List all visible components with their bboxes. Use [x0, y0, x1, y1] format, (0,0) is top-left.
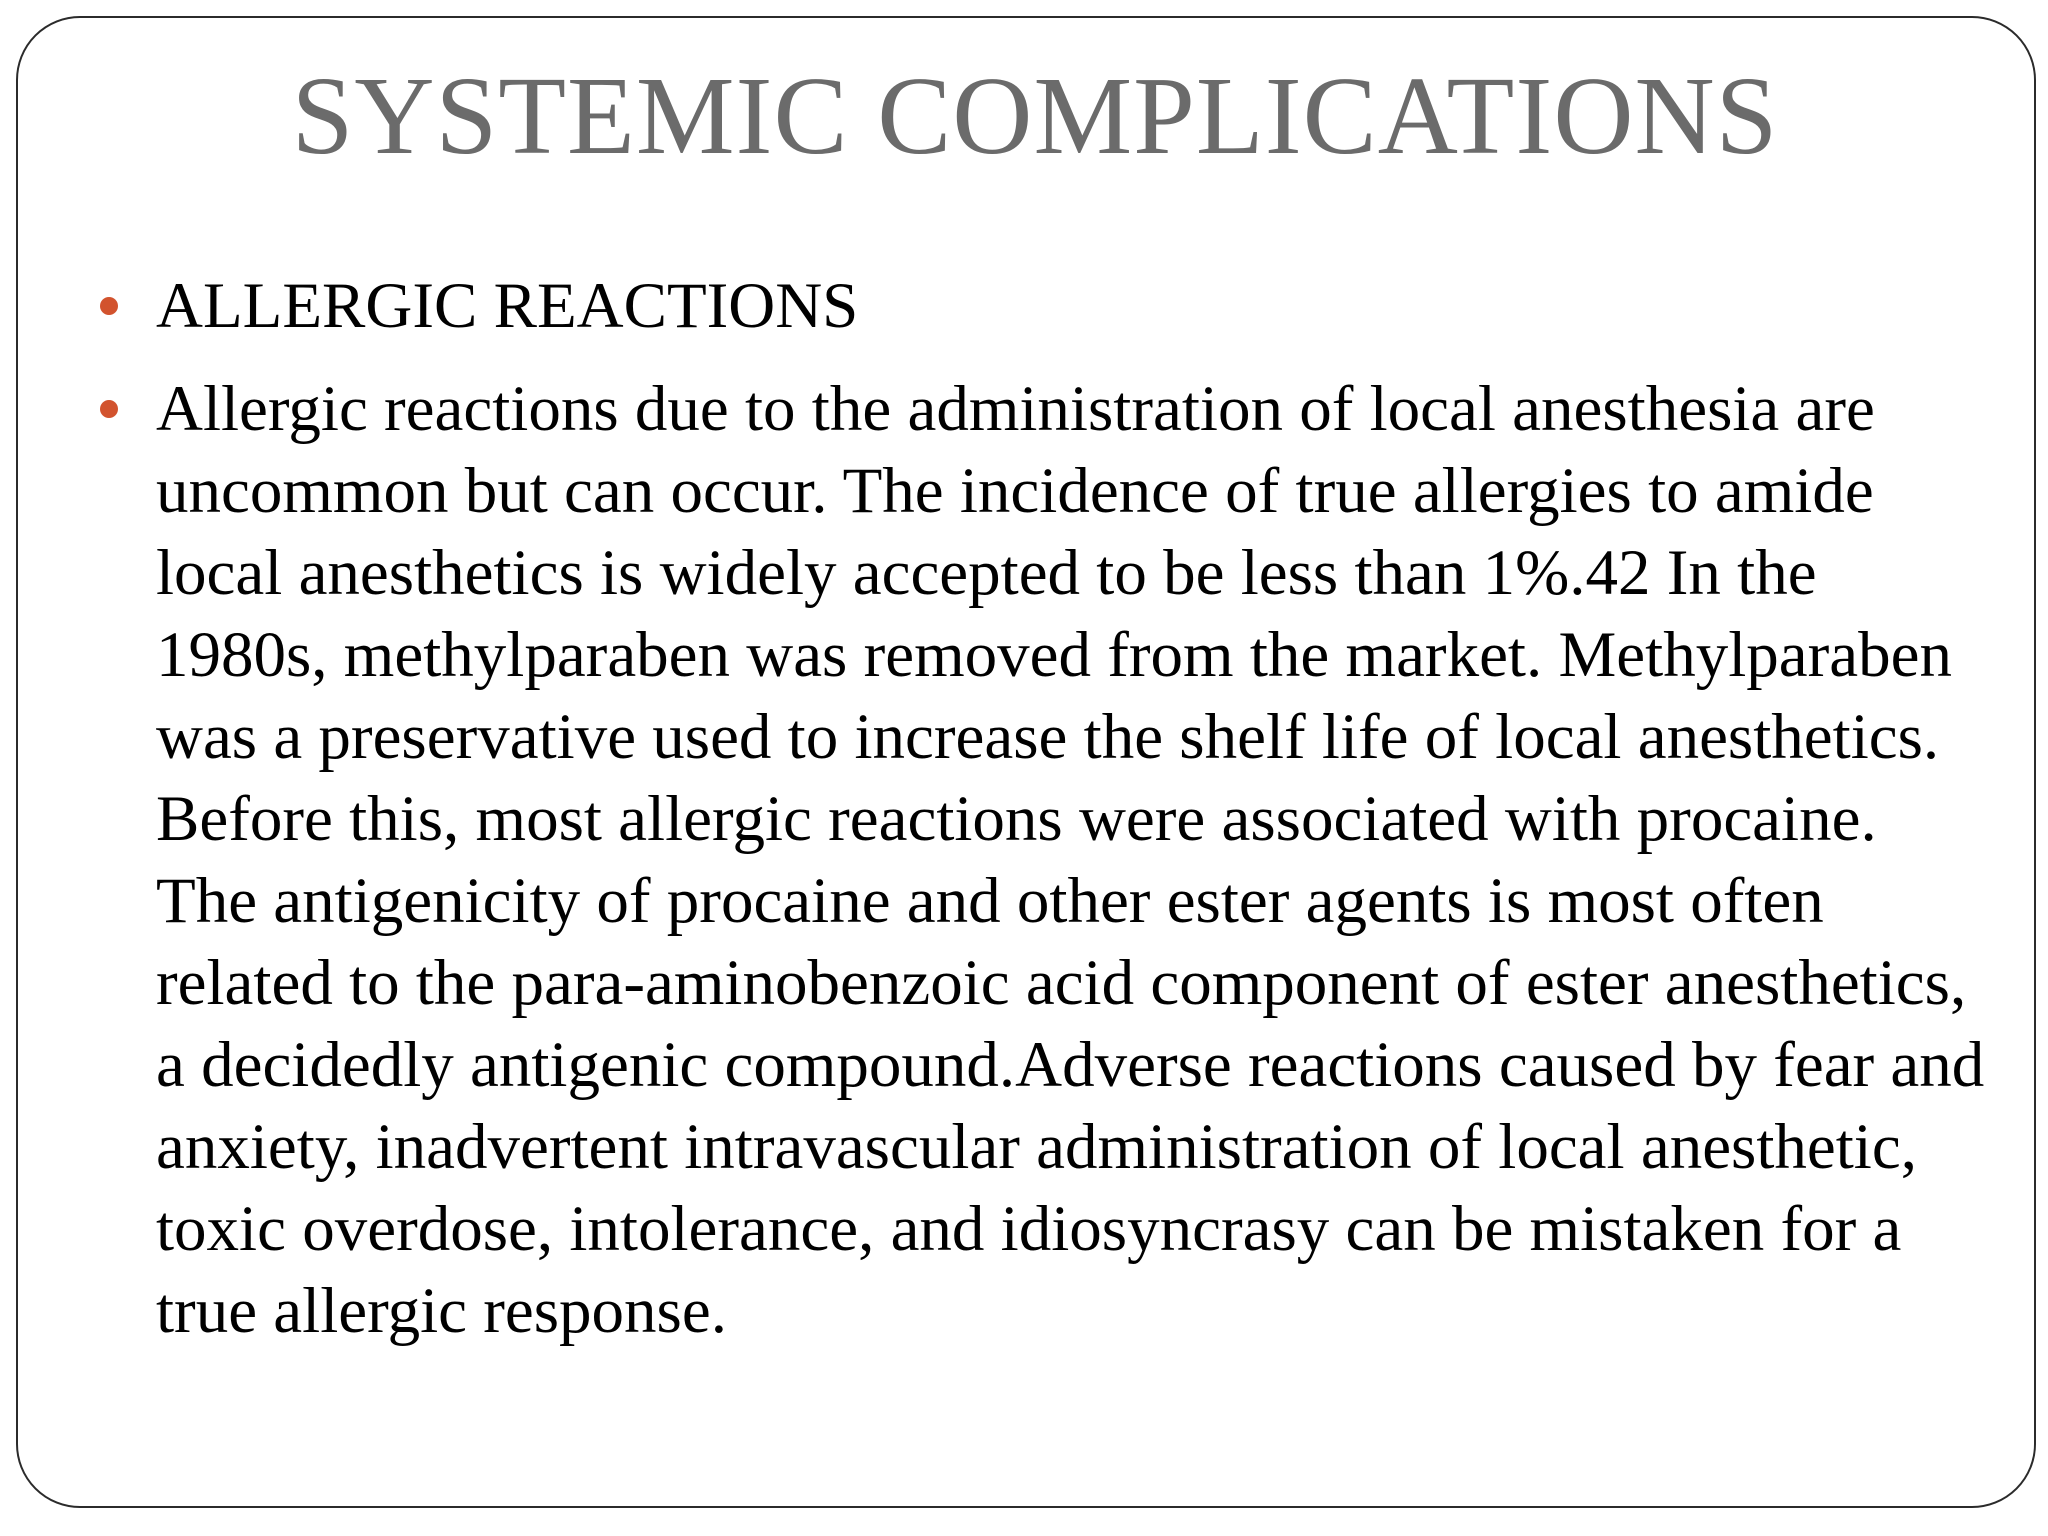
bullet-text: Allergic reactions due to the administration of local anesthesia are uncommon but can occur. The incidence of true allergies to amide local anesthetics is widely accepted to be less than 1%.42 In the 1980s, methylparaben was removed from the market. Methylparaben was a preservative used to increase the shelf life of local anesthetics. Before this, most allergic reactions were associated with procaine. The antigenicity of procaine and other ester agents is most often related to the para-aminobenzoic acid component of ester anesthetics, a decidedly antigenic compound.Adverse reactions caused by fear and anxiety, inadvertent intravascular administration of local anesthetic, toxic overdose, intolerance, and idiosyncrasy can be mistaken for a true allergic response.: [156, 373, 1985, 1347]
bullet-dot-icon: [100, 400, 118, 418]
bullet-text: ALLERGIC REACTIONS: [156, 270, 859, 342]
bullet-dot-icon: [100, 297, 118, 315]
slide-title: SYSTEMIC COMPLICATIONS: [291, 55, 1779, 178]
bullet-item-heading: [156, 265, 1986, 347]
bullet-item-body: [156, 368, 1986, 1352]
